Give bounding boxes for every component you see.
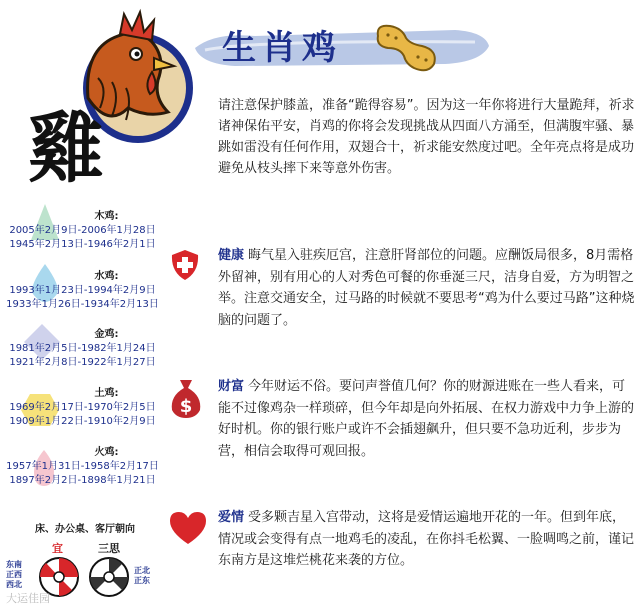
peanut-icon <box>370 22 442 74</box>
wealth-section <box>218 376 638 462</box>
svg-text:$: $ <box>179 396 193 417</box>
wealth-keyword: 财富 <box>218 379 245 394</box>
good-directions: 东南 正西 西北 <box>6 560 22 589</box>
watermark: 大运佳园 <box>6 592 50 605</box>
year-group-earth: 土鸡: 1969年2月17日-1970年2月5日 1909年1月22日-1910年2月9日 <box>9 388 156 427</box>
page-title: 生肖鸡 <box>222 28 342 68</box>
health-keyword: 健康 <box>218 248 245 263</box>
health-cross-icon <box>168 248 202 282</box>
intro-paragraph: 请注意保护膝盖，准备“跪得容易”。因为这一年你将进行大量跪拜，祈求诸神保佑平安，肖鸡的你将会发现挑战从四面八方涌至，但满腹牢骚、暴跳如雷没有任何作用，双翅合十，祈求能安然度过吧。全年亮点将是成功避免从枝头摔下来等意外伤害。 <box>218 98 635 176</box>
year-group-fire: 火鸡: 1957年1月31日-1958年2月17日 1897年2月2日-1898年1月21日 <box>6 447 159 486</box>
zodiac-character: 雞 <box>28 104 104 193</box>
love-section <box>218 507 638 572</box>
health-section <box>218 245 638 331</box>
bad-label: 三思 <box>98 542 120 555</box>
money-bag-icon <box>168 376 204 418</box>
good-label: 宜 <box>52 542 63 555</box>
bad-compass-icon <box>88 556 130 598</box>
health-text: 晦气星入驻疾厄宫，注意肝肾部位的问题。应酬饭局很多，8月需格外留神，别有用心的人对秀色可餐的你垂涎三尺，洁身自爱，方为明智之举。注意交通安全，过马路的时候就不要思考“鸡为什么要过马路”这种烧脑的问题了。 <box>218 248 635 328</box>
love-keyword: 爱情 <box>218 510 245 525</box>
wealth-text: 今年财运不俗。要问声誉值几何？你的财源进账在一些人看来，可能不过像鸡杂一样琐碎，但今年却是向外拓展、在权力游戏中力争上游的好时机。你的银行账户或许不会插翅飙升，但只要不急功近利，步步为营，相信会取得可观回报。 <box>218 379 635 459</box>
orientation-title: 床、办公桌、客厅朝向 <box>35 524 135 535</box>
heart-icon <box>168 510 208 546</box>
year-group-water: 水鸡: 1993年1月23日-1994年2月9日 1933年1月26日-1934年2月13日 <box>6 271 159 310</box>
year-group-metal: 金鸡: 1981年2月5日-1982年1月24日 1921年2月8日-1922年1月27日 <box>9 329 156 368</box>
year-group-wood: 木鸡: 2005年2月9日-2006年1月28日 1945年2月13日-1946年2月1日 <box>9 211 156 250</box>
bad-directions: 正北 正东 <box>134 566 150 585</box>
love-text: 受多颗吉星入宫带动，这将是爱情运遍地开花的一年。但到年底，情况或会变得有点一地鸡毛的凌乱，在你抖毛松翼、一脸啁鸣之前，谨记东南方是这堆烂桃花来袭的方位。 <box>218 510 635 568</box>
